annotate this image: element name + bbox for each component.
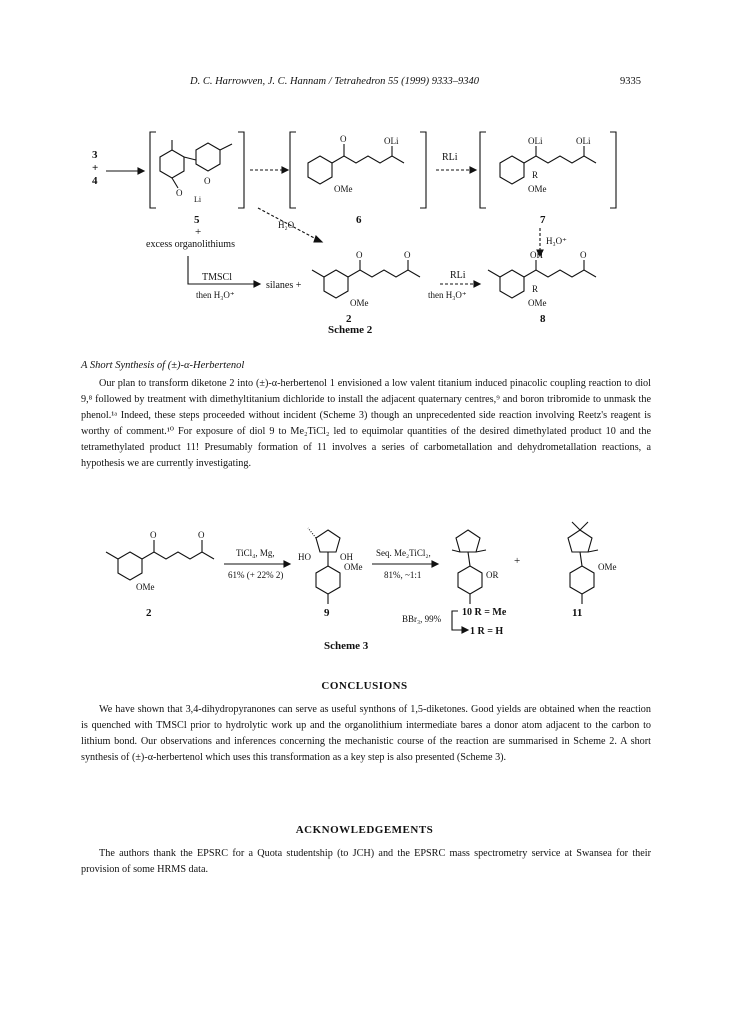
- ring-7-aryl: [500, 156, 524, 184]
- s3-label-ome-11: OMe: [598, 562, 617, 572]
- s3-reagent-3: BBr₃, 99%: [402, 614, 442, 624]
- label-5-o-li: O: [176, 188, 183, 198]
- s3-label-or: OR: [486, 570, 499, 580]
- bracket-5-left: [150, 132, 156, 208]
- s3-ring-11-cp: [568, 530, 592, 552]
- label-7-oli-b: OLi: [576, 136, 591, 146]
- dashed-arrow-h2o-head: [314, 236, 322, 242]
- compound-5: 5: [194, 214, 200, 226]
- ring-8-methyl: [488, 270, 500, 277]
- s3-ring-9-aryl: [316, 566, 340, 594]
- scheme2-num-3: 3: [92, 149, 98, 161]
- s3-11-link: [580, 552, 582, 566]
- s3-yield-1: 61% (+ 22% 2): [228, 570, 284, 580]
- label-6-ome: OMe: [334, 184, 353, 194]
- s3-arrow-2-head: [432, 561, 438, 567]
- running-header: D. C. Harrowven, J. C. Hannam / Tetrahedron 55 (1999) 9333–9340: [190, 76, 480, 87]
- s3-compound-11: 11: [572, 607, 583, 619]
- label-silanes: silanes +: [266, 280, 302, 291]
- dashed-arrow-5-6-head: [282, 167, 288, 173]
- page-number: 9335: [620, 76, 641, 87]
- s3-ring-11-aryl: [570, 566, 594, 594]
- bond-5-methyl: [220, 144, 232, 150]
- scheme2-num-4: 4: [92, 175, 98, 187]
- chain-8: [524, 270, 596, 277]
- label-6-o: O: [340, 134, 347, 144]
- label-then-h3o-1: then H₃O⁺: [196, 290, 235, 300]
- tmscl-arrow-head: [254, 281, 260, 287]
- compound-8: 8: [540, 313, 546, 325]
- label-8-r: R: [532, 284, 539, 294]
- bracket-5-right: [238, 132, 244, 208]
- bracket-6-right: [420, 132, 426, 208]
- s3-label-oh: OH: [340, 552, 353, 562]
- s3-11-me-b: [572, 522, 580, 530]
- label-2-o-a: O: [356, 250, 363, 260]
- arrow-to-5-head: [138, 168, 144, 174]
- paragraph-herbertenol: Our plan to transform diketone 2 into (±)-α-herbertenol 1 envisioned a low valent titanium induced pinacolic coupling reaction to diol 9,⁸ followed by treatment with dimethyltitanium dichloride to install the adjacent quaternary centres,⁹ and boron tribromide to unmask the phenol.¹ᵃ Indeed, these steps proceeded without incident (Scheme 3) though an unprecedented side reaction involving Reetz's reagent is worthy of comment.¹⁰ For exposure of diol 9 to Me₂TiCl₂ led to equimolar quantities of the desired dimethylated product 10 and the tetramethylated product 11! Presumably formation of 11 involves a series of carbometallation and dehydrometallation reactions, a hypothesis we are currently investigating.: [81, 378, 651, 469]
- s3-ring-10-aryl: [458, 566, 482, 594]
- compound-2: 2: [346, 313, 352, 325]
- label-6-oli: OLi: [384, 136, 399, 146]
- s3-arrow-1-head: [284, 561, 290, 567]
- s3-reagent-2: Seq. Me₂TiCl₂,: [376, 548, 431, 558]
- scheme-2-figure: [0, 120, 729, 345]
- s3-ring-10-cp: [456, 530, 480, 552]
- ring-5-aryl: [160, 150, 184, 178]
- s3-9-methyl: [308, 528, 316, 538]
- s3-plus: +: [514, 555, 521, 567]
- scheme-2-label: Scheme 2: [328, 324, 373, 336]
- bracket-6-left: [290, 132, 296, 208]
- ring-2-aryl: [324, 270, 348, 298]
- label-7-oli-a: OLi: [528, 136, 543, 146]
- s3-ring-9-cp: [316, 530, 340, 552]
- s3-bbr3-bracket: [452, 611, 462, 630]
- s3-product-1: 1 R = H: [470, 626, 504, 637]
- s3-bbr3-head: [462, 627, 468, 633]
- conclusions-title: CONCLUSIONS: [321, 680, 408, 692]
- label-h2o: H₂O: [278, 220, 295, 230]
- s3-compound-2: 2: [146, 607, 152, 619]
- compound-5-plus: +: [195, 226, 202, 238]
- bond-5-oli: [172, 178, 178, 188]
- s3-ring-2-methyl: [106, 552, 118, 559]
- bond-5-link: [184, 157, 196, 160]
- bracket-7-left: [480, 132, 486, 208]
- s3-10-link: [468, 552, 470, 566]
- s3-11-me-a: [580, 522, 588, 530]
- s3-10-me-a: [476, 550, 486, 552]
- label-then-h3o-2: then H₃O⁺: [428, 290, 467, 300]
- label-2-o-b: O: [404, 250, 411, 260]
- chain-2: [348, 270, 420, 277]
- acknowledgements-text: The authors thank the EPSRC for a Quota studentship (to JCH) and the EPSRC mass spectrometry service at Swansea for their provision of some HRMS data.: [81, 848, 651, 875]
- dashed-arrow-2-8-head: [474, 281, 480, 287]
- label-7-ome: OMe: [528, 184, 547, 194]
- ring-2-methyl: [312, 270, 324, 277]
- label-8-oh: OH: [530, 250, 543, 260]
- label-5-li: Li: [194, 195, 202, 204]
- s3-label-o-b: O: [198, 530, 205, 540]
- acknowledgements-title: ACKNOWLEDGEMENTS: [295, 824, 434, 836]
- label-8-o: O: [580, 250, 587, 260]
- label-2-ome: OMe: [350, 298, 369, 308]
- ring-6-aryl: [308, 156, 332, 184]
- rli-top: RLi: [442, 152, 458, 163]
- compound-6: 6: [356, 214, 362, 226]
- chain-6: [332, 156, 404, 163]
- bracket-7-right: [610, 132, 616, 208]
- excess-organolithiums: excess organolithiums: [146, 239, 235, 250]
- ring-8-aryl: [500, 270, 524, 298]
- s3-yield-2: 81%, ~1:1: [384, 570, 422, 580]
- rli-bottom: RLi: [450, 270, 466, 281]
- label-7-r: R: [532, 170, 539, 180]
- s3-label-ome-9: OMe: [344, 562, 363, 572]
- scheme-3-label: Scheme 3: [324, 640, 369, 652]
- conclusions-text: We have shown that 3,4-dihydropyranones can serve as useful synthons of 1,5-diketones. Good yields are obtained when the reaction is quenched with TMSCl prior to hydrolytic work up and the organolithium intermediate bares a donor atom adjacent to the carbon to lithium bond. Our observations and inferences concerning the mechanistic course of the reaction are summarised in Scheme 2. A short synthesis of (±)-α-herbertenol which uses this transformation as a key step is also presented (Scheme 3).: [81, 704, 651, 763]
- label-5-o: O: [204, 176, 211, 186]
- chain-7: [524, 156, 596, 163]
- s3-label-ome-2: OMe: [136, 582, 155, 592]
- s3-11-me-c: [588, 550, 598, 552]
- compound-7: 7: [540, 214, 546, 226]
- s3-label-ho: HO: [298, 552, 311, 562]
- section-subhead: A Short Synthesis of (±)-α-Herbertenol: [81, 360, 245, 371]
- scheme2-num-plus: +: [92, 162, 99, 174]
- ring-5-pyran: [196, 143, 220, 171]
- s3-reagent-1: TiCl₄, Mg,: [236, 548, 275, 558]
- label-h3o: H₃O⁺: [546, 236, 567, 246]
- label-tmscl: TMSCl: [202, 272, 233, 283]
- dashed-arrow-6-7-head: [470, 167, 476, 173]
- s3-10-me-b: [452, 550, 460, 552]
- s3-compound-9: 9: [324, 607, 330, 619]
- s3-chain-2: [142, 552, 214, 559]
- label-8-ome: OMe: [528, 298, 547, 308]
- s3-ring-2: [118, 552, 142, 580]
- s3-product-10: 10 R = Me: [462, 607, 507, 618]
- s3-label-o-a: O: [150, 530, 157, 540]
